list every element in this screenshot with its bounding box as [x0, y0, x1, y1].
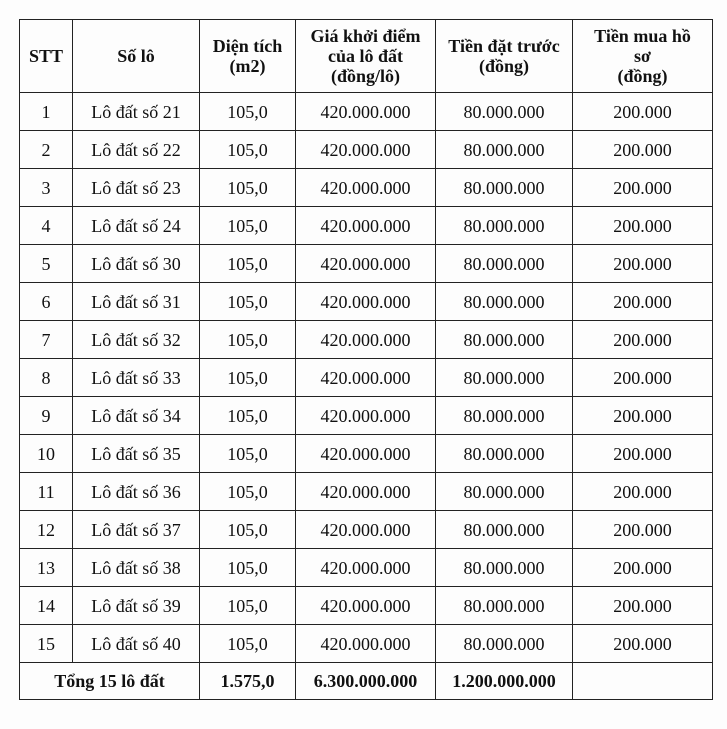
- cell-area: 105,0: [200, 131, 296, 169]
- cell-fee: 200.000: [573, 587, 713, 625]
- cell-stt: 13: [20, 549, 73, 587]
- cell-fee: 200.000: [573, 93, 713, 131]
- cell-lot: Lô đất số 35: [73, 435, 200, 473]
- cell-deposit: 80.000.000: [436, 131, 573, 169]
- cell-area: 105,0: [200, 435, 296, 473]
- cell-deposit: 80.000.000: [436, 435, 573, 473]
- cell-lot: Lô đất số 32: [73, 321, 200, 359]
- cell-price: 420.000.000: [296, 511, 436, 549]
- cell-fee: 200.000: [573, 397, 713, 435]
- header-deposit-line1: Tiền đặt trước: [448, 36, 560, 56]
- cell-area: 105,0: [200, 549, 296, 587]
- total-area: 1.575,0: [200, 663, 296, 700]
- cell-price: 420.000.000: [296, 321, 436, 359]
- cell-area: 105,0: [200, 473, 296, 511]
- table-row: [20, 245, 713, 283]
- table-row: [20, 511, 713, 549]
- cell-deposit: 80.000.000: [436, 511, 573, 549]
- cell-area: 105,0: [200, 169, 296, 207]
- cell-price: 420.000.000: [296, 169, 436, 207]
- table-header-row: [20, 20, 713, 93]
- cell-fee: 200.000: [573, 625, 713, 663]
- cell-fee: 200.000: [573, 435, 713, 473]
- table-row: [20, 93, 713, 131]
- header-lot-label: Số lô: [117, 46, 155, 66]
- cell-deposit: 80.000.000: [436, 321, 573, 359]
- header-deposit: [436, 20, 573, 93]
- cell-area: 105,0: [200, 359, 296, 397]
- table-row: [20, 587, 713, 625]
- cell-area: 105,0: [200, 93, 296, 131]
- cell-lot: Lô đất số 24: [73, 207, 200, 245]
- cell-lot: Lô đất số 34: [73, 397, 200, 435]
- cell-stt: 2: [20, 131, 73, 169]
- cell-deposit: 80.000.000: [436, 473, 573, 511]
- cell-fee: 200.000: [573, 131, 713, 169]
- cell-deposit: 80.000.000: [436, 359, 573, 397]
- cell-deposit: 80.000.000: [436, 625, 573, 663]
- cell-price: 420.000.000: [296, 245, 436, 283]
- header-fee-line1: Tiền mua hồ: [594, 26, 691, 46]
- cell-fee: 200.000: [573, 283, 713, 321]
- cell-fee: 200.000: [573, 169, 713, 207]
- cell-deposit: 80.000.000: [436, 549, 573, 587]
- cell-lot: Lô đất số 21: [73, 93, 200, 131]
- cell-deposit: 80.000.000: [436, 207, 573, 245]
- total-row: [20, 663, 713, 700]
- cell-deposit: 80.000.000: [436, 245, 573, 283]
- cell-area: 105,0: [200, 397, 296, 435]
- cell-stt: 7: [20, 321, 73, 359]
- total-fee: [573, 663, 713, 700]
- cell-area: 105,0: [200, 207, 296, 245]
- cell-stt: 4: [20, 207, 73, 245]
- cell-fee: 200.000: [573, 511, 713, 549]
- header-fee-line3: (đồng): [617, 66, 668, 86]
- table-row: [20, 435, 713, 473]
- cell-fee: 200.000: [573, 245, 713, 283]
- cell-stt: 3: [20, 169, 73, 207]
- header-area-line1: Diện tích: [212, 36, 283, 56]
- table-row: [20, 359, 713, 397]
- cell-stt: 15: [20, 625, 73, 663]
- cell-stt: 8: [20, 359, 73, 397]
- cell-area: 105,0: [200, 283, 296, 321]
- table-row: [20, 207, 713, 245]
- header-fee: [573, 20, 713, 93]
- cell-stt: 11: [20, 473, 73, 511]
- header-price: [296, 20, 436, 93]
- table-row: [20, 625, 713, 663]
- cell-price: 420.000.000: [296, 131, 436, 169]
- cell-stt: 14: [20, 587, 73, 625]
- cell-stt: 5: [20, 245, 73, 283]
- cell-lot: Lô đất số 37: [73, 511, 200, 549]
- header-price-line2: của lô đất: [327, 46, 403, 66]
- cell-deposit: 80.000.000: [436, 587, 573, 625]
- cell-fee: 200.000: [573, 207, 713, 245]
- table-body: [20, 93, 713, 700]
- cell-lot: Lô đất số 39: [73, 587, 200, 625]
- table-row: [20, 283, 713, 321]
- total-price: 6.300.000.000: [296, 663, 436, 700]
- cell-deposit: 80.000.000: [436, 283, 573, 321]
- header-deposit-line2: (đồng): [478, 56, 529, 76]
- cell-area: 105,0: [200, 625, 296, 663]
- header-fee-line2: sơ: [634, 46, 651, 66]
- cell-price: 420.000.000: [296, 625, 436, 663]
- cell-stt: 9: [20, 397, 73, 435]
- cell-area: 105,0: [200, 245, 296, 283]
- cell-stt: 6: [20, 283, 73, 321]
- cell-lot: Lô đất số 30: [73, 245, 200, 283]
- header-stt-label: STT: [28, 46, 64, 66]
- cell-price: 420.000.000: [296, 93, 436, 131]
- cell-area: 105,0: [200, 587, 296, 625]
- cell-lot: Lô đất số 38: [73, 549, 200, 587]
- cell-price: 420.000.000: [296, 473, 436, 511]
- table-row: [20, 131, 713, 169]
- cell-deposit: 80.000.000: [436, 397, 573, 435]
- header-price-line1: Giá khởi điểm: [310, 26, 421, 46]
- table-row: [20, 473, 713, 511]
- cell-lot: Lô đất số 23: [73, 169, 200, 207]
- header-area: [200, 20, 296, 93]
- header-area-line2: (m2): [229, 56, 266, 76]
- cell-lot: Lô đất số 31: [73, 283, 200, 321]
- cell-lot: Lô đất số 22: [73, 131, 200, 169]
- cell-fee: 200.000: [573, 473, 713, 511]
- cell-area: 105,0: [200, 511, 296, 549]
- cell-deposit: 80.000.000: [436, 93, 573, 131]
- table-row: [20, 549, 713, 587]
- cell-price: 420.000.000: [296, 359, 436, 397]
- table-row: [20, 321, 713, 359]
- cell-fee: 200.000: [573, 321, 713, 359]
- cell-deposit: 80.000.000: [436, 169, 573, 207]
- cell-stt: 10: [20, 435, 73, 473]
- cell-price: 420.000.000: [296, 587, 436, 625]
- cell-fee: 200.000: [573, 359, 713, 397]
- cell-price: 420.000.000: [296, 397, 436, 435]
- cell-price: 420.000.000: [296, 283, 436, 321]
- cell-stt: 12: [20, 511, 73, 549]
- header-lot: [73, 20, 200, 93]
- cell-lot: Lô đất số 36: [73, 473, 200, 511]
- table-row: [20, 169, 713, 207]
- cell-price: 420.000.000: [296, 435, 436, 473]
- cell-lot: Lô đất số 33: [73, 359, 200, 397]
- cell-stt: 1: [20, 93, 73, 131]
- total-deposit: 1.200.000.000: [436, 663, 573, 700]
- cell-lot: Lô đất số 40: [73, 625, 200, 663]
- header-stt: [20, 20, 73, 93]
- total-label: Tổng 15 lô đất: [20, 663, 200, 700]
- cell-price: 420.000.000: [296, 207, 436, 245]
- header-price-line3: (đồng/lô): [330, 66, 400, 86]
- cell-fee: 200.000: [573, 549, 713, 587]
- table-row: [20, 397, 713, 435]
- land-lot-table: [19, 19, 713, 700]
- cell-area: 105,0: [200, 321, 296, 359]
- cell-price: 420.000.000: [296, 549, 436, 587]
